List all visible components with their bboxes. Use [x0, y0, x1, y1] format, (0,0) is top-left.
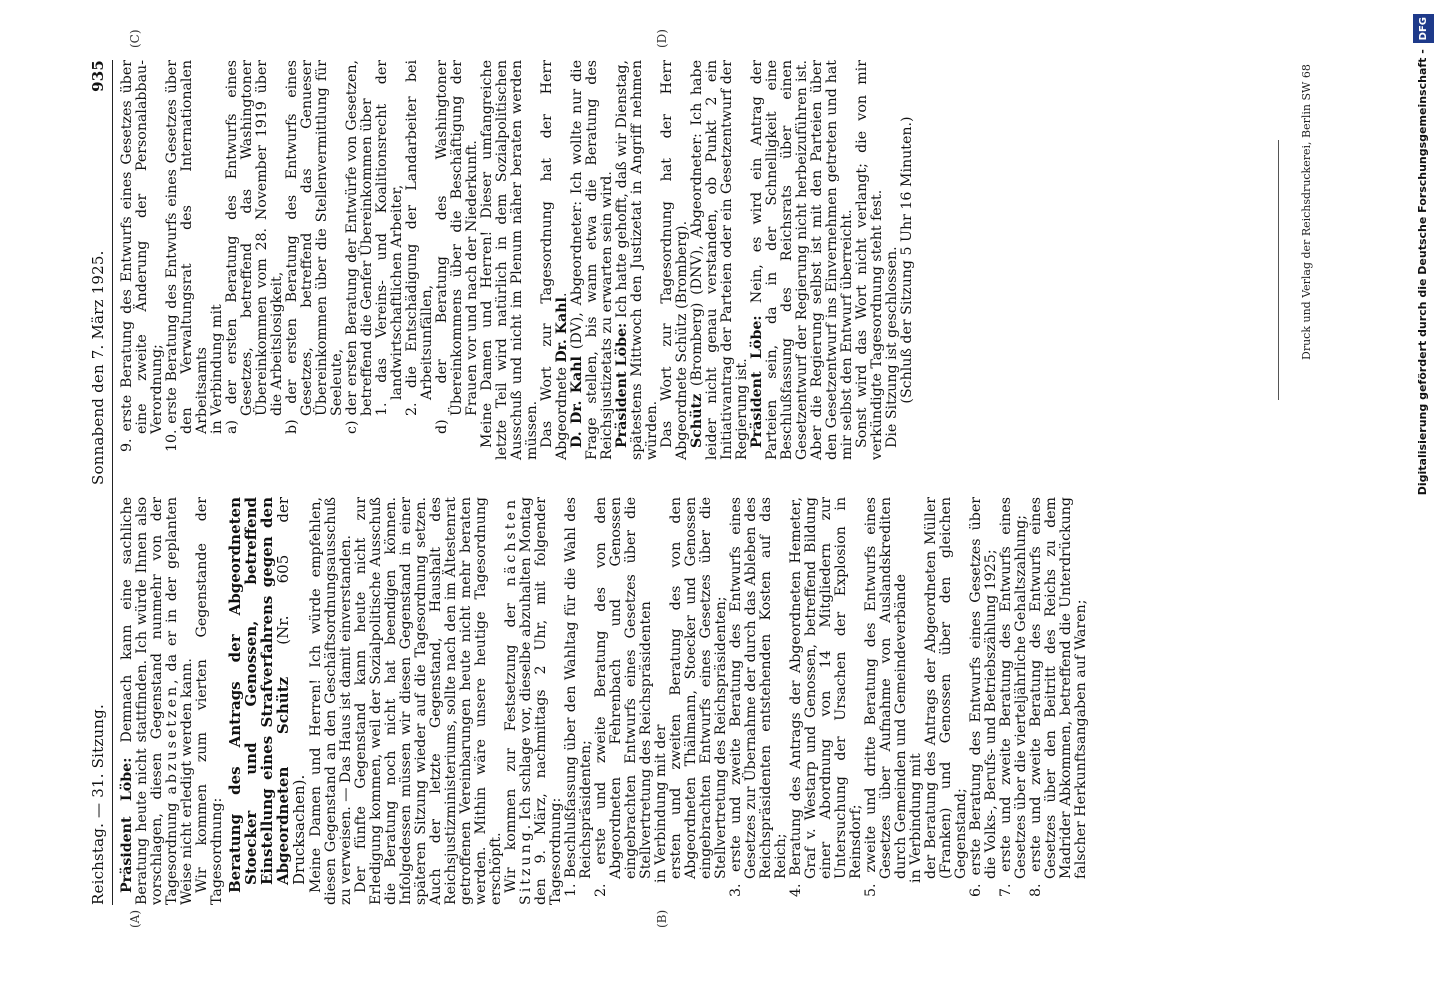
agenda-item: in Verbindung mit der	[653, 724, 669, 883]
paragraph: Meine Damen und Herren! Ich würde empfehlen, diesen Gegenstand an den Geschäftsordnungsausschuß zu verweisen. — Das Haus ist damit einverstanden.	[308, 497, 354, 905]
agenda-item: 9. erste Beratung des Entwurfs eines Gesetzes über eine zweite Änderung der Personalabbau-Verordnung;	[119, 60, 165, 452]
header-rule	[112, 60, 113, 905]
header-session: Reichstag. — 31. Sitzung.	[89, 704, 107, 905]
agenda-item: in Verbindung mit	[908, 753, 924, 883]
agenda-item: 1. Beschlußfassung über den Wahltag für die Wahl des Reichspräsidenten;	[563, 497, 594, 897]
agenda-item: 4. Beratung des Antrags der Abgeordneten Hemeter, Graf v. Westarp und Genossen, betreffend Bildung einer Abordnung von 14 Mitgliedern zur Untersuchung der Ursachen der Explosion in Reinsdorf;	[788, 497, 864, 897]
margin-marker-b: (B)	[655, 909, 669, 928]
dfg-logo: DFG	[1413, 14, 1434, 43]
paragraph: Präsident Löbe: Ich hatte gehofft, daß wir Dienstag, spätestens Mittwoch den Justizetat in Angriff nehmen würden.	[614, 60, 660, 460]
printer-imprint: Druck und Verlag der Reichsdruckerei, Berlin SW 68	[1300, 64, 1313, 360]
paragraph: Wir kommen zum vierten Gegenstande der Tagesordnung:	[194, 497, 225, 905]
speaker-name: Präsident Löbe:	[749, 315, 765, 448]
agenda-subitem: a) der ersten Beratung des Entwurfs eines Gesetzes, betreffend das Washingtoner Übereinkommen vom 28. November 1919 über die Arbeitslosigkeit,	[224, 59, 285, 434]
left-column	[120, 497, 1089, 905]
agenda-item: 5. zweite und dritte Beratung des Entwurfs eines Gesetzes über Aufnahme von Auslandskrediten durch Gemeinden und Gemeindeverbände	[863, 497, 909, 897]
stamp-text: Digitalisierung gefördert durch die Deutsche Forschungsgemeinschaft -	[1416, 49, 1429, 496]
closing-note: (Schluß der Sitzung 5 Uhr 16 Minuten.)	[899, 116, 915, 404]
agenda-item: 10. erste Beratung des Entwurfs eines Gesetzes über den Verwaltungsrat des Internationalen Arbeitsamts	[164, 60, 210, 452]
agenda-item: 3. erste und zweite Beratung des Entwurfs eines Gesetzes zur Übernahme der durch das Ableben des Reichspräsidenten entstehenden Kosten auf das Reich;	[728, 497, 789, 897]
agenda-item: 2. erste und zweite Beratung des von den Abgeordneten Fehrenbach und Genossen eingebrachten Entwurfs eines Gesetzes über die Stellvertretung des Reichspräsidenten	[593, 496, 654, 897]
page-number: 935	[89, 60, 107, 92]
speaker-name: Schütz	[689, 393, 705, 448]
agenda-subsubitem: 1. das Vereins- und Koalitionsrecht der landwirtschaftlichen Arbeiter,	[374, 59, 405, 416]
margin-marker-d: (D)	[655, 29, 669, 48]
agenda-subitem: d) der Beratung des Washingtoner Übereinkommens über die Beschäftigung der Frauen vor und nach der Niederkunft.	[434, 60, 480, 434]
agenda-item: 6. erste Beratung des Entwurfs eines Gesetzes über die Volks-, Berufs- und Betriebszählung 1925;	[968, 497, 999, 897]
agenda-subsubitem: 2. die Entschädigung der Landarbeiter bei Arbeitsunfällen,	[404, 60, 435, 416]
agenda-heading: Beratung des Antrags der Abgeordneten Stoecker und Genossen, betreffend Einstellung eines Strafverfahrens gegen den Abgeordneten Schütz (Nr. 605 der Drucksachen).	[226, 497, 308, 893]
digitization-stamp	[1412, 0, 1434, 1000]
header-date: Sonnabend den 7. März 1925.	[89, 250, 107, 485]
paragraph: Der fünfte Gegenstand kann heute nicht zur Erledigung kommen, weil der Sozialpolitische Ausschuß die Beratung noch nicht hat beendigen können. Infolgedessen müssen wir diesen Gegenstand in einer späteren Sitzung wieder auf die Tagesordnung setzen. Auch der letzte Gegenstand, Haushalt des Reichsjustizministeriums, sollte nach den im Ältestenrat getroffenen Vereinbarungen heute nicht mehr beraten werden. Mithin wäre unsere heutige Tagesordnung erschöpft.	[353, 497, 504, 905]
right-column	[120, 60, 915, 460]
speaker-name: D. Dr. Kahl	[569, 356, 585, 448]
speaker-name: Präsident Löbe:	[614, 322, 630, 448]
agenda-subitem: b) der ersten Beratung des Entwurfs eines Gesetzes, betreffend das Genueser Übereinkommen über die Stellenvermittlung für Seeleute,	[284, 60, 345, 434]
speaker-name: Präsident Löbe:	[119, 757, 135, 893]
agenda-item: der Beratung des Antrags der Abgeordneten Müller (Franken) und Genossen über den gleichen Gegenstand;	[923, 497, 969, 879]
paragraph: Sonst wird das Wort nicht verlangt; die von mir verkündigte Tagesordnung steht fest.	[854, 60, 885, 460]
agenda-item: 7. erste und zweite Beratung des Entwurfs eines Gesetzes über die vierteljährliche Gehaltszahlung;	[998, 497, 1029, 897]
paragraph: Schütz (Bromberg) (DNV), Abgeordneter: Ich habe leider nicht genau verstanden, ob Punkt 2 ein Initiativantrag der Parteien oder ein Gesetzentwurf der Regierung ist.	[689, 60, 750, 460]
page-header	[85, 60, 113, 905]
paragraph: Wir kommen zur Festsetzung der nächsten Sitzung. Ich schlage vor, dieselbe abzuhalten Montag den 9. März, nachmittags 2 Uhr, mit folgender Tagesordnung:	[503, 497, 564, 905]
paragraph: Präsident Löbe: Nein, es wird ein Antrag der Parteien sein, da in der Schnelligkeit eine Beschlußfassung des Reichsrats über einen Gesetzentwurf der Regierung nicht herbeizuführen ist. Aber die Regierung selbst ist mit den Parteien über den Gesetzentwurf ins Einvernehmen getreten und hat mir selbst den Entwurf überreicht.	[749, 59, 855, 460]
margin-marker-a: (A)	[128, 909, 142, 928]
footer-rule	[1278, 140, 1279, 400]
agenda-item: ersten und zweiten Beratung des von den Abgeordneten Thälmann, Stoecker und Genossen eingebrachten Entwurfs eines Gesetzes über die Stellvertretung des Reichspräsidenten;	[668, 497, 729, 879]
agenda-subitem: c) der ersten Beratung der Entwürfe von Gesetzen, betreffend die Genfer Übereinkommen über	[344, 60, 375, 434]
paragraph: Das Wort zur Tagesordnung hat der Herr Abgeordnete Dr. Kahl.	[539, 60, 570, 460]
margin-marker-c: (C)	[128, 29, 142, 48]
paragraph: Das Wort zur Tagesordnung hat der Herr Abgeordnete Schütz (Bromberg).	[659, 60, 690, 460]
agenda-connector: in Verbindung mit	[209, 304, 225, 434]
paragraph: D. Dr. Kahl (DV), Abgeordneter: Ich wollte nur die Frage stellen, bis wann etwa die Beratung des Reichsjustizetats zu erwarten sein wird.	[569, 60, 615, 460]
paragraph: Präsident Löbe: Demnach kann eine sachliche Beratung heute nicht stattfinden. Ich würde Ihnen also vorschlagen, diesen Gegenstand nunmehr von der Tagesordnung abzusetzen, da er in der geplanten Weise nicht erledigt werden kann.	[119, 497, 195, 905]
paragraph: Meine Damen und Herren! Dieser umfangreiche letzte Teil wird natürlich in dem Sozialpolitischen Ausschuß und nicht im Plenum näher beraten werden müssen.	[479, 60, 540, 460]
paragraph: Die Sitzung ist geschlossen.	[884, 246, 900, 448]
agenda-item: 8. erste und zweite Beratung des Entwurfs eines Gesetzes über den Beitritt des Reichs zu dem Madrider Abkommen, betreffend die Unterdrückung falscher Herkunftsangaben auf Waren;	[1028, 497, 1089, 897]
